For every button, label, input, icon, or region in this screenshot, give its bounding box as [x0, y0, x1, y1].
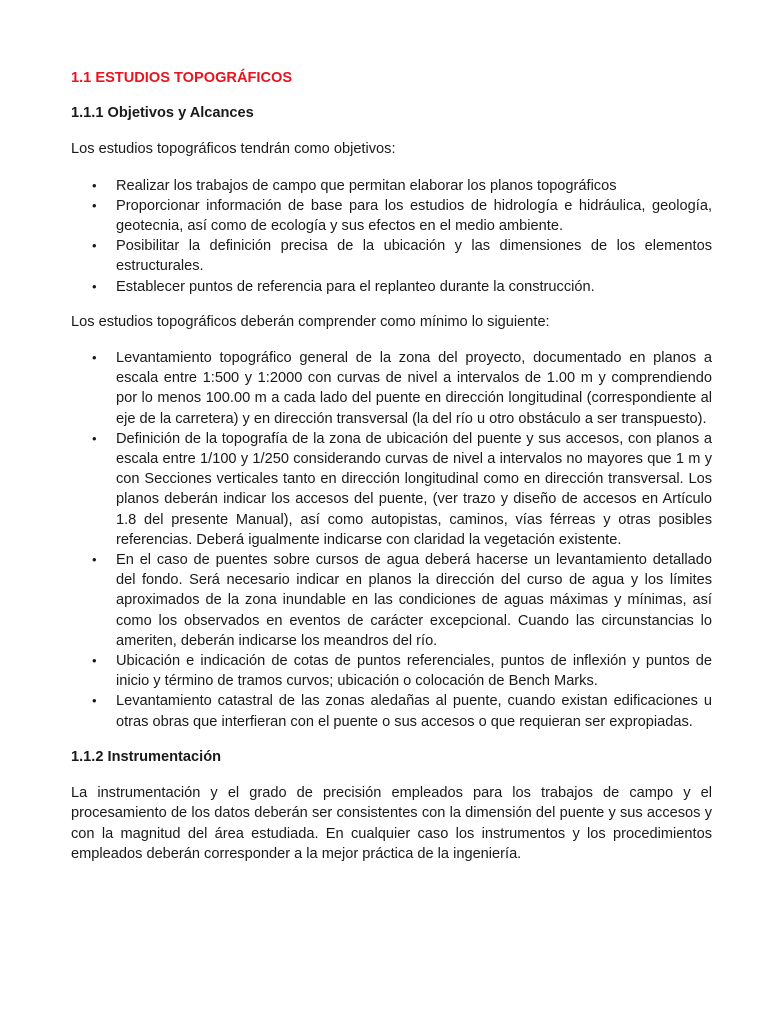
list-item [71, 550, 712, 651]
list-item [71, 691, 712, 731]
list-item-text: Levantamiento catastral de las zonas aledañas al puente, cuando existan edificaciones u otras obras que interfieran con el puente o sus accesos o que requieran ser expropiadas. [116, 693, 712, 730]
bullet-icon: • [92, 350, 97, 366]
bullet-icon: • [92, 197, 97, 213]
alcances-list [71, 348, 712, 732]
bullet-icon: • [92, 278, 97, 294]
bullet-icon: • [92, 177, 97, 193]
list-item [71, 348, 712, 429]
objetivos-intro: Los estudios topográficos tendrán como objetivos: [71, 141, 396, 158]
list-item [71, 176, 712, 196]
list-item-text: Establecer puntos de referencia para el replanteo durante la construcción. [116, 278, 595, 295]
list-item-text: Definición de la topografía de la zona de ubicación del puente y sus accesos, con planos a escala entre 1/100 y 1/250 considerando curvas de nivel a intervalos no mayores que 1 m y con Secciones verticales tanto en dirección longitudinal como en dirección transversal. Los planos deberán indicar los accesos del puente, (ver trazo y diseño de accesos en Artículo 1.8 del presente Manual), así como autopistas, caminos, vías férreas y otras posibles referencias. Deberá igualmente indicarse con claridad la vegetación existente. [116, 430, 712, 548]
list-item-text: Proporcionar información de base para los estudios de hidrología e hidráulica, geología, geotecnia, así como de ecología y sus efectos en el medio ambiente. [116, 197, 712, 235]
bullet-icon: • [92, 653, 97, 669]
list-item-text: Realizar los trabajos de campo que permitan elaborar los planos topográficos [116, 177, 617, 194]
section-title: 1.1 ESTUDIOS TOPOGRÁFICOS [71, 70, 293, 86]
list-item-text: Levantamiento topográfico general de la zona del proyecto, documentado en planos a escala entre 1:500 y 1:2000 con curvas de nivel a intervalos de 1.00 m y comprendiendo por lo menos 100.00 m a cada lado del puente en dirección longitudinal (correspondiente al eje de la carretera) y en dirección transversal (la del río u otro obstáculo a ser transpuesto). [116, 350, 712, 427]
alcances-intro: Los estudios topográficos deberán comprender como mínimo lo siguiente: [71, 313, 550, 330]
bullet-icon: • [92, 430, 97, 446]
objetivos-heading: 1.1.1 Objetivos y Alcances [71, 105, 254, 122]
list-item-text: En el caso de puentes sobre cursos de agua deberá hacerse un levantamiento detallado del fondo. Será necesario indicar en planos la dirección del curso de agua y los límites aproximados de la zona inundable en las condiciones de aguas máximas y mínimas, así como los observados en eventos de carácter excepcional. Cuando las circunstancias lo ameriten, deberán indicarse los meandros del río. [116, 552, 712, 649]
list-item [71, 196, 712, 236]
objetivos-list [71, 176, 712, 297]
list-item-text: Posibilitar la definición precisa de la ubicación y las dimensiones de los elementos estructurales. [116, 238, 712, 275]
bullet-icon: • [92, 552, 97, 568]
list-item [71, 429, 712, 550]
list-item [71, 277, 712, 297]
bullet-icon: • [92, 693, 97, 709]
list-item [71, 236, 712, 276]
bullet-icon: • [92, 238, 97, 254]
list-item [71, 651, 712, 691]
list-item-text: Ubicación e indicación de cotas de puntos referenciales, puntos de inflexión y puntos de inicio y término de tramos curvos; ubicación o colocación de Bench Marks. [116, 653, 712, 690]
instrumentacion-heading: 1.1.2 Instrumentación [71, 748, 222, 765]
instrumentacion-body: La instrumentación y el grado de precisión empleados para los trabajos de campo y el procesamiento de los datos deberán ser consistentes con la dimensión del puente y sus accesos y con la magnitud del área estudiada. En cualquier caso los instrumentos y los procedimientos empleados deberán corresponder a la mejor práctica de la ingeniería. [71, 785, 712, 862]
